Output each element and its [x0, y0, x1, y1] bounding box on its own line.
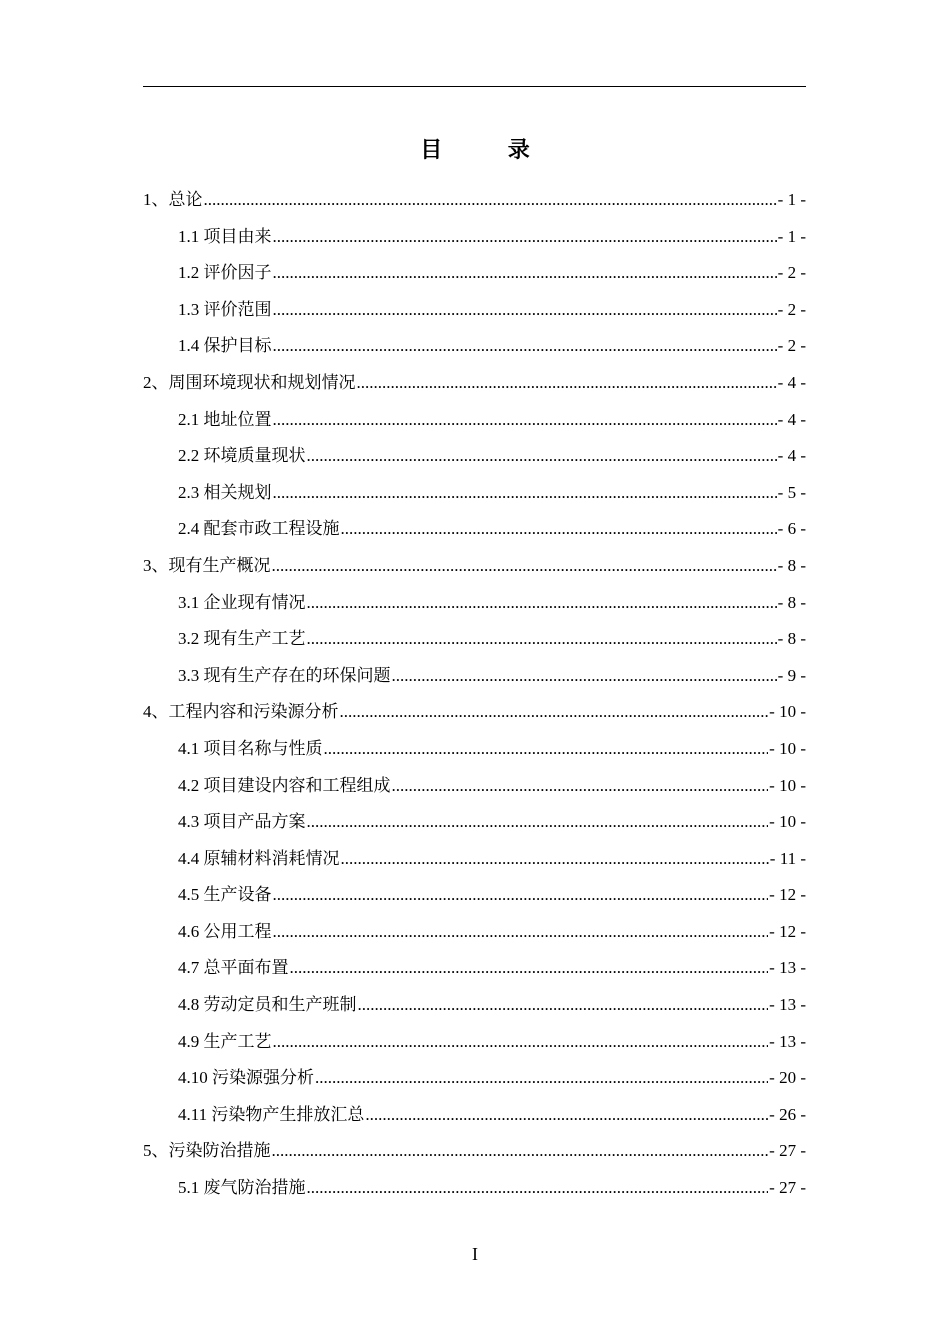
toc-entry-label: 2.3 相关规划	[178, 482, 272, 502]
toc-entry-label: 5、污染防治措施	[143, 1141, 271, 1161]
toc-entry-page-number: - 8 -	[777, 629, 806, 649]
toc-dot-leader	[358, 987, 769, 1024]
toc-dot-leader	[307, 438, 777, 475]
toc-dot-leader	[307, 1170, 769, 1207]
toc-entry-page-number: - 8 -	[777, 555, 806, 575]
toc-chapter-entry[interactable]	[143, 694, 806, 731]
toc-section-entry[interactable]	[143, 768, 806, 805]
toc-dot-leader	[273, 292, 777, 329]
toc-entry-label: 3.3 现有生产存在的环保问题	[178, 665, 391, 685]
toc-entry-page-number: - 12 -	[769, 885, 806, 905]
toc-dot-leader	[341, 841, 769, 878]
toc-entry-page-number: - 5 -	[777, 482, 806, 502]
toc-entry-label: 4、工程内容和污染源分析	[143, 702, 339, 722]
toc-dot-leader	[307, 585, 777, 622]
page-title: 目 录	[420, 137, 560, 162]
toc-entry-page-number: - 11 -	[769, 848, 806, 868]
toc-entry-label: 3、现有生产概况	[143, 555, 271, 575]
toc-entry-label: 2、周围环境现状和规划情况	[143, 372, 356, 392]
toc-entry-page-number: - 20 -	[769, 1068, 806, 1088]
toc-entry-label: 2.2 环境质量现状	[178, 446, 306, 466]
toc-entry-label: 3.2 现有生产工艺	[178, 629, 306, 649]
toc-dot-leader	[204, 182, 777, 219]
toc-section-entry[interactable]	[143, 438, 806, 475]
toc-entry-page-number: - 13 -	[769, 1031, 806, 1051]
toc-entry-label: 4.9 生产工艺	[178, 1031, 272, 1051]
toc-dot-leader	[273, 255, 777, 292]
toc-section-entry[interactable]	[143, 841, 806, 878]
toc-section-entry[interactable]	[143, 328, 806, 365]
toc-entry-page-number: - 10 -	[769, 738, 806, 758]
toc-dot-leader	[273, 402, 777, 439]
toc-entry-label: 1.2 评价因子	[178, 263, 272, 283]
header-rule	[143, 86, 806, 87]
toc-entry-page-number: - 1 -	[777, 190, 806, 209]
toc-entry-page-number: - 2 -	[777, 299, 806, 319]
toc-section-entry[interactable]	[143, 731, 806, 768]
table-of-contents	[143, 182, 806, 1207]
toc-section-entry[interactable]	[143, 475, 806, 512]
toc-entry-page-number: - 4 -	[777, 446, 806, 466]
toc-dot-leader	[273, 914, 769, 951]
toc-entry-label: 2.4 配套市政工程设施	[178, 519, 340, 539]
toc-chapter-entry[interactable]	[143, 365, 806, 402]
toc-dot-leader	[392, 768, 769, 805]
toc-entry-label: 4.4 原辅材料消耗情况	[178, 848, 340, 868]
toc-dot-leader	[324, 731, 769, 768]
toc-section-entry[interactable]	[143, 255, 806, 292]
toc-entry-page-number: - 10 -	[769, 812, 806, 832]
toc-entry-page-number: - 10 -	[769, 775, 806, 795]
toc-dot-leader	[273, 475, 777, 512]
toc-dot-leader	[272, 548, 777, 585]
toc-section-entry[interactable]	[143, 804, 806, 841]
toc-section-entry[interactable]	[143, 1097, 806, 1134]
toc-entry-page-number: - 26 -	[769, 1104, 806, 1124]
toc-entry-label: 1.4 保护目标	[178, 336, 272, 356]
toc-entry-page-number: - 13 -	[769, 995, 806, 1015]
toc-dot-leader	[392, 658, 777, 695]
toc-chapter-entry[interactable]	[143, 548, 806, 585]
toc-entry-label: 4.8 劳动定员和生产班制	[178, 995, 357, 1015]
toc-dot-leader	[273, 219, 777, 256]
toc-entry-label: 1.3 评价范围	[178, 299, 272, 319]
toc-entry-page-number: - 27 -	[769, 1178, 806, 1198]
toc-section-entry[interactable]	[143, 621, 806, 658]
toc-section-entry[interactable]	[143, 950, 806, 987]
toc-section-entry[interactable]	[143, 585, 806, 622]
toc-section-entry[interactable]	[143, 1060, 806, 1097]
toc-section-entry[interactable]	[143, 292, 806, 329]
toc-entry-page-number: - 9 -	[777, 665, 806, 685]
toc-section-entry[interactable]	[143, 658, 806, 695]
toc-entry-page-number: - 4 -	[777, 409, 806, 429]
toc-entry-label: 4.5 生产设备	[178, 885, 272, 905]
toc-section-entry[interactable]	[143, 987, 806, 1024]
toc-entry-label: 5.1 废气防治措施	[178, 1178, 306, 1198]
toc-dot-leader	[290, 950, 769, 987]
toc-dot-leader	[273, 877, 769, 914]
page-number: I	[472, 1244, 478, 1264]
toc-dot-leader	[315, 1060, 768, 1097]
toc-entry-page-number: - 2 -	[777, 263, 806, 283]
toc-chapter-entry[interactable]	[143, 1133, 806, 1170]
toc-section-entry[interactable]	[143, 402, 806, 439]
toc-dot-leader	[273, 328, 777, 365]
toc-entry-page-number: - 4 -	[777, 372, 806, 392]
toc-entry-label: 1、总论	[143, 190, 203, 209]
toc-section-entry[interactable]	[143, 914, 806, 951]
toc-entry-label: 4.2 项目建设内容和工程组成	[178, 775, 391, 795]
toc-entry-label: 4.6 公用工程	[178, 921, 272, 941]
toc-section-entry[interactable]	[143, 511, 806, 548]
toc-dot-leader	[340, 694, 769, 731]
toc-entry-label: 4.7 总平面布置	[178, 958, 289, 978]
toc-entry-page-number: - 12 -	[769, 921, 806, 941]
toc-dot-leader	[365, 1097, 768, 1134]
toc-entry-label: 4.11 污染物产生排放汇总	[178, 1104, 365, 1124]
toc-entry-page-number: - 2 -	[777, 336, 806, 356]
toc-dot-leader	[357, 365, 777, 402]
toc-entry-page-number: - 10 -	[769, 702, 806, 722]
toc-entry-page-number: - 8 -	[777, 592, 806, 612]
toc-dot-leader	[272, 1133, 769, 1170]
toc-entry-page-number: - 6 -	[777, 519, 806, 539]
toc-entry-page-number: - 1 -	[777, 226, 806, 246]
toc-section-entry[interactable]	[143, 877, 806, 914]
toc-entry-label: 1.1 项目由来	[178, 226, 272, 246]
toc-dot-leader	[307, 804, 769, 841]
toc-dot-leader	[273, 1024, 769, 1061]
toc-chapter-entry[interactable]	[143, 182, 806, 219]
toc-entry-label: 4.10 污染源强分析	[178, 1068, 314, 1088]
toc-dot-leader	[307, 621, 777, 658]
toc-section-entry[interactable]	[143, 1170, 806, 1207]
toc-entry-label: 3.1 企业现有情况	[178, 592, 306, 612]
toc-section-entry[interactable]	[143, 219, 806, 256]
toc-entry-label: 4.1 项目名称与性质	[178, 738, 323, 758]
toc-entry-page-number: - 27 -	[769, 1141, 806, 1161]
toc-entry-page-number: - 13 -	[769, 958, 806, 978]
toc-entry-label: 4.3 项目产品方案	[178, 812, 306, 832]
toc-dot-leader	[341, 511, 777, 548]
toc-entry-label: 2.1 地址位置	[178, 409, 272, 429]
toc-section-entry[interactable]	[143, 1024, 806, 1061]
